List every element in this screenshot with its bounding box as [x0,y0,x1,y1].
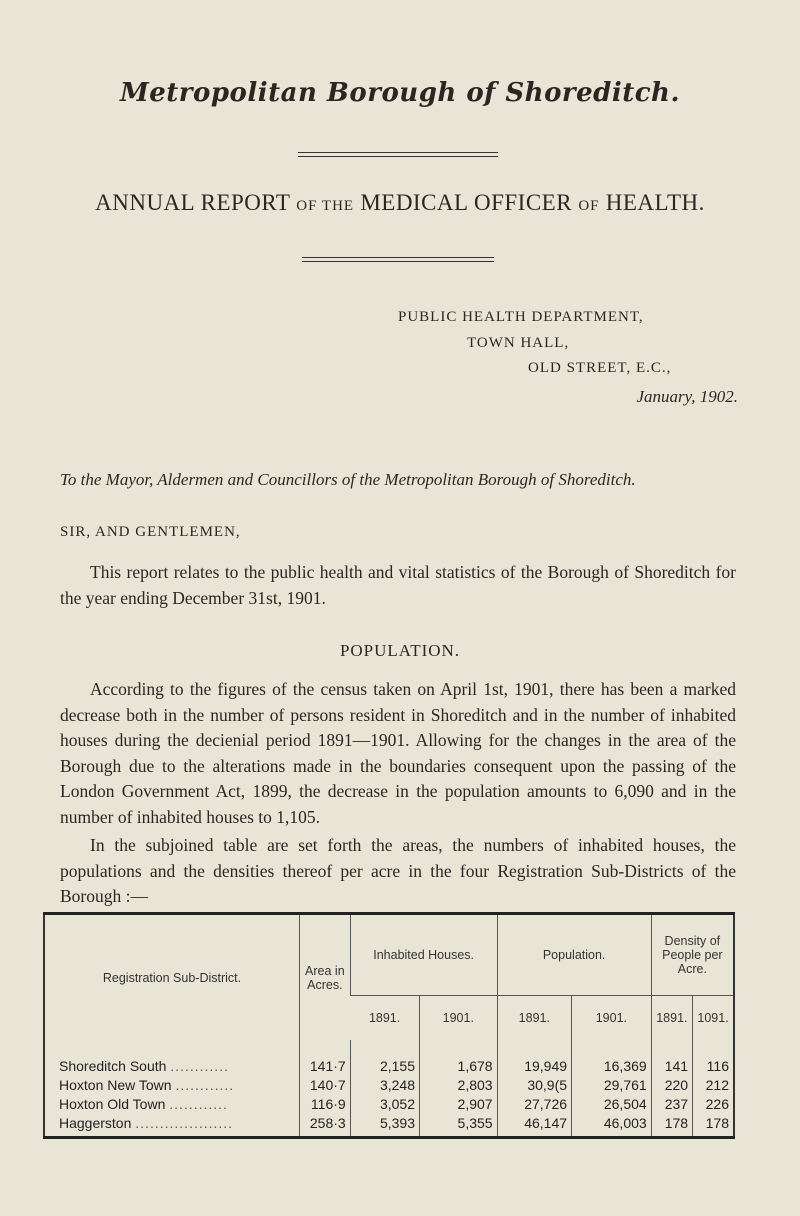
population-1901-cell: 16,369 [572,1040,652,1076]
density-1891-cell: 220 [651,1076,692,1095]
houses-1901-cell: 2,907 [420,1095,498,1114]
population-1891-cell: 19,949 [497,1040,571,1076]
header-area: Area in Acres. [300,914,351,1041]
table-row [44,1114,734,1138]
header-houses: Inhabited Houses. [350,914,497,996]
address-line-3: OLD STREET, E.C., [528,360,672,376]
header-houses-1901: 1901. [420,996,498,1041]
houses-1901-cell: 1,678 [420,1040,498,1076]
houses-1901-cell: 5,355 [420,1114,498,1138]
header-houses-1891: 1891. [350,996,419,1041]
houses-1891-cell: 5,393 [350,1114,419,1138]
intro-paragraph: This report relates to the public health and vital statistics of the Borough of Shoreditch for the year ending December 31st, 1901. [60,562,736,608]
address-date: January, 1902. [636,387,738,406]
houses-1891-cell: 3,248 [350,1076,419,1095]
header-population-1901: 1901. [572,996,652,1041]
population-1901-cell: 46,003 [572,1114,652,1138]
population-1891-cell: 46,147 [497,1114,571,1138]
title-part-3: MEDICAL OFFICER [360,190,573,215]
divider-mid-2 [302,261,494,262]
header-population-1891: 1891. [497,996,571,1041]
density-1901-cell: 178 [693,1114,734,1138]
address-line-1: PUBLIC HEALTH DEPARTMENT, [398,309,644,325]
table-intro-paragraph: In the subjoined table are set forth the areas, the numbers of inhabited houses, the populations and the densities thereof per acre in the four Registration Sub-Districts of the Borough :— [60,835,736,906]
table-row [44,1076,734,1095]
density-1891-cell: 178 [651,1114,692,1138]
population-1891-cell: 27,726 [497,1095,571,1114]
area-cell: 258·3 [300,1114,351,1138]
population-table [43,912,735,1139]
population-paragraph: According to the figures of the census taken on April 1st, 1901, there has been a marked decrease both in the number of persons resident in Shoreditch and in the number of inhabited houses during the decienial period 1891—1901. Allowing for the changes in the area of the Borough due to the alterations made in the boundaries consequent upon the passing of the London Government Act, 1899, the decrease in the population amounts to 6,090 and in the number of inhabited houses to 1,105. [60,679,736,827]
table-row [44,1040,734,1076]
title-part-1: ANNUAL REPORT [95,190,290,215]
header-population: Population. [497,914,651,996]
divider-top-2 [298,156,498,157]
houses-1891-cell: 2,155 [350,1040,419,1076]
divider-top-1 [298,152,498,153]
area-cell: 141·7 [300,1040,351,1076]
title-part-5: HEALTH. [605,190,705,215]
address-line-2: TOWN HALL, [467,335,570,351]
district-cell: Shoreditch South ............ [59,1058,229,1074]
density-1901-cell: 116 [693,1040,734,1076]
section-heading: POPULATION. [339,641,461,660]
report-title [0,190,800,216]
district-cell: Hoxton New Town ............ [59,1077,235,1093]
density-1901-cell: 226 [693,1095,734,1114]
addressee: To the Mayor, Aldermen and Councillors of the Metropolitan Borough of Shoreditch. [60,470,636,489]
header-density: Density of People per Acre. [651,914,734,996]
title-part-2: OF THE [296,198,355,214]
area-cell: 116·9 [300,1095,351,1114]
area-cell: 140·7 [300,1076,351,1095]
district-cell: Hoxton Old Town ............ [59,1096,228,1112]
borough-title: Metropolitan Borough of Shoreditch. [119,78,681,108]
header-district: Registration Sub-District. [44,914,300,1041]
houses-1901-cell: 2,803 [420,1076,498,1095]
population-1891-cell: 30,9(5 [497,1076,571,1095]
houses-1891-cell: 3,052 [350,1095,419,1114]
table-row [44,1095,734,1114]
divider-mid-1 [302,257,494,258]
density-1891-cell: 237 [651,1095,692,1114]
population-1901-cell: 29,761 [572,1076,652,1095]
title-part-4: OF [578,198,600,214]
density-1891-cell: 141 [651,1040,692,1076]
density-1901-cell: 212 [693,1076,734,1095]
header-density-1891: 1891. [651,996,692,1041]
population-1901-cell: 26,504 [572,1095,652,1114]
salutation: SIR, AND GENTLEMEN, [60,524,241,540]
district-cell: Haggerston .................... [59,1115,234,1131]
header-density-1901: 1091. [693,996,734,1041]
